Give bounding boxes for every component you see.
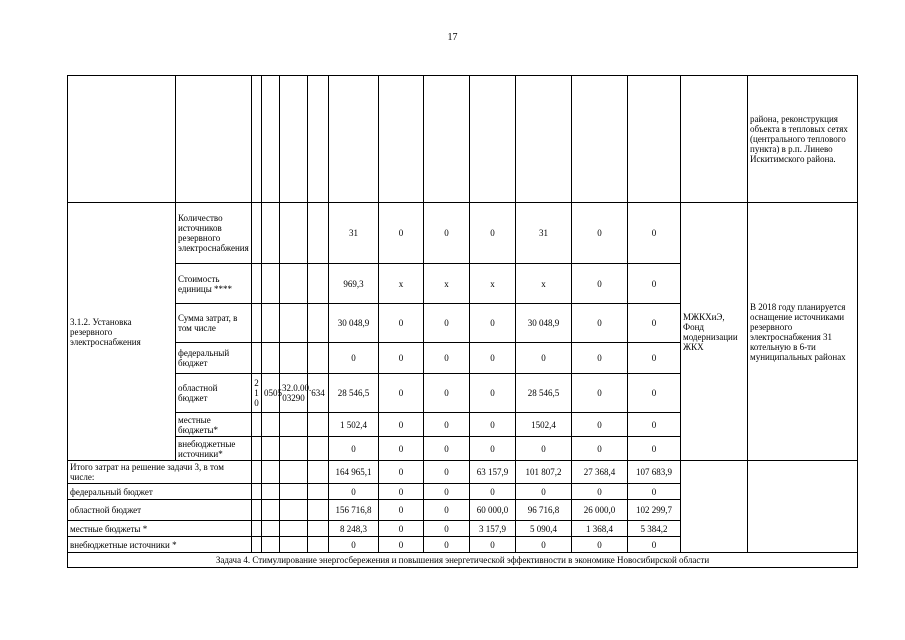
value-cell: 1 368,4 bbox=[572, 521, 628, 537]
table-row bbox=[68, 461, 858, 484]
value-cell: 0 bbox=[424, 203, 470, 264]
value-cell: 0 bbox=[628, 484, 681, 500]
value-cell: 0 bbox=[470, 537, 516, 553]
indicator-label: Количество источников резервного электроснабжения bbox=[176, 203, 252, 264]
value-cell: 0 bbox=[572, 203, 628, 264]
table-row bbox=[68, 203, 858, 264]
empty-cell bbox=[262, 521, 280, 537]
empty-cell bbox=[262, 500, 280, 521]
kbk-rzpr: 0505 bbox=[262, 374, 280, 413]
empty-cell bbox=[262, 264, 280, 304]
empty-cell bbox=[280, 484, 308, 500]
value-cell: x bbox=[516, 264, 572, 304]
value-cell: 0 bbox=[329, 537, 379, 553]
value-cell: 31 bbox=[516, 203, 572, 264]
empty-cell bbox=[280, 343, 308, 374]
empty-cell bbox=[748, 461, 858, 553]
empty-cell bbox=[252, 203, 262, 264]
value-cell: 0 bbox=[424, 343, 470, 374]
value-cell: 96 716,8 bbox=[516, 500, 572, 521]
empty-cell bbox=[262, 343, 280, 374]
value-cell: 8 248,3 bbox=[329, 521, 379, 537]
empty-cell bbox=[262, 413, 280, 437]
empty-cell bbox=[280, 437, 308, 461]
indicator-label: Стоимость единицы **** bbox=[176, 264, 252, 304]
empty-cell bbox=[262, 203, 280, 264]
value-cell: 0 bbox=[424, 484, 470, 500]
empty-cell bbox=[308, 413, 329, 437]
value-cell: 0 bbox=[470, 484, 516, 500]
value-cell: 969,3 bbox=[329, 264, 379, 304]
executor-cell: МЖКХиЭ, Фонд модернизации ЖКХ bbox=[681, 203, 748, 461]
empty-cell bbox=[262, 304, 280, 343]
value-cell: 0 bbox=[379, 461, 424, 484]
value-cell: 0 bbox=[379, 437, 424, 461]
value-cell: 0 bbox=[470, 203, 516, 264]
indicator-label: местные бюджеты* bbox=[176, 413, 252, 437]
value-cell: 101 807,2 bbox=[516, 461, 572, 484]
value-cell: 0 bbox=[572, 537, 628, 553]
empty-cell bbox=[280, 461, 308, 484]
value-cell: 0 bbox=[572, 484, 628, 500]
empty-cell bbox=[252, 437, 262, 461]
value-cell: 0 bbox=[628, 413, 681, 437]
empty-cell bbox=[252, 264, 262, 304]
value-cell: 0 bbox=[516, 437, 572, 461]
table-row bbox=[68, 76, 858, 203]
table-body bbox=[68, 76, 858, 568]
value-cell: 27 368,4 bbox=[572, 461, 628, 484]
value-cell: 0 bbox=[379, 374, 424, 413]
value-cell: 0 bbox=[329, 437, 379, 461]
empty-cell bbox=[280, 264, 308, 304]
kbk-grbs: 2 1 0 bbox=[252, 374, 262, 413]
empty-cell bbox=[280, 521, 308, 537]
empty-cell bbox=[308, 304, 329, 343]
value-cell: 63 157,9 bbox=[470, 461, 516, 484]
value-cell: 28 546,5 bbox=[516, 374, 572, 413]
empty-cell bbox=[262, 437, 280, 461]
empty-cell bbox=[252, 413, 262, 437]
empty-cell bbox=[308, 437, 329, 461]
value-cell: 0 bbox=[572, 437, 628, 461]
value-cell: 0 bbox=[379, 413, 424, 437]
empty-cell bbox=[252, 304, 262, 343]
value-cell: 0 bbox=[424, 437, 470, 461]
value-cell: 0 bbox=[516, 537, 572, 553]
value-cell: 0 bbox=[379, 304, 424, 343]
value-cell: 0 bbox=[470, 374, 516, 413]
page-number: 17 bbox=[447, 32, 458, 43]
value-cell: 0 bbox=[424, 537, 470, 553]
value-cell: x bbox=[424, 264, 470, 304]
indicator-label: федеральный бюджет bbox=[176, 343, 252, 374]
continuation-note: района, реконструкция объекта в тепловых сетях (центрального теплового пункта) в р.п. Линево Искитимского района. bbox=[748, 76, 858, 203]
empty-cell bbox=[308, 461, 329, 484]
empty-cell bbox=[308, 484, 329, 500]
empty-cell bbox=[280, 500, 308, 521]
value-cell: 0 bbox=[516, 343, 572, 374]
empty-cell bbox=[280, 413, 308, 437]
value-cell: 0 bbox=[424, 521, 470, 537]
empty-cell bbox=[252, 484, 262, 500]
value-cell: 0 bbox=[424, 461, 470, 484]
value-cell: 0 bbox=[329, 343, 379, 374]
value-cell: 1502,4 bbox=[516, 413, 572, 437]
value-cell: 0 bbox=[628, 537, 681, 553]
empty-cell bbox=[308, 343, 329, 374]
value-cell: 5 090,4 bbox=[516, 521, 572, 537]
value-cell: 107 683,9 bbox=[628, 461, 681, 484]
empty-cell bbox=[681, 461, 748, 553]
totals-label: областной бюджет bbox=[68, 500, 252, 521]
indicator-label: внебюджетные источники* bbox=[176, 437, 252, 461]
measure-name: 3.1.2. Установка резервного электроснабжения bbox=[68, 203, 176, 461]
value-cell: x bbox=[470, 264, 516, 304]
value-cell: 0 bbox=[379, 537, 424, 553]
value-cell: 0 bbox=[470, 437, 516, 461]
value-cell: 31 bbox=[329, 203, 379, 264]
value-cell: 0 bbox=[424, 374, 470, 413]
value-cell: 0 bbox=[470, 413, 516, 437]
empty-cell bbox=[252, 537, 262, 553]
totals-label: местные бюджеты * bbox=[68, 521, 252, 537]
value-cell: 156 716,8 bbox=[329, 500, 379, 521]
value-cell: 164 965,1 bbox=[329, 461, 379, 484]
kbk-vr: 634 bbox=[308, 374, 329, 413]
value-cell: 30 048,9 bbox=[516, 304, 572, 343]
value-cell: 0 bbox=[572, 343, 628, 374]
kbk-csr: 32.0.00. 03290 bbox=[280, 374, 308, 413]
task-heading: Задача 4. Стимулирование энергосбережения и повышения энергетической эффективности в экономике Новосибирской области bbox=[68, 553, 858, 568]
table-row bbox=[68, 553, 858, 568]
value-cell: 0 bbox=[572, 304, 628, 343]
value-cell: 0 bbox=[470, 304, 516, 343]
empty-cell bbox=[280, 203, 308, 264]
value-cell: 0 bbox=[628, 437, 681, 461]
value-cell: 0 bbox=[329, 484, 379, 500]
empty-cell bbox=[308, 537, 329, 553]
totals-label: федеральный бюджет bbox=[68, 484, 252, 500]
empty-cell bbox=[252, 521, 262, 537]
value-cell: 0 bbox=[628, 374, 681, 413]
program-measures-table bbox=[67, 75, 858, 568]
value-cell: 0 bbox=[516, 484, 572, 500]
totals-label: внебюджетные источники * bbox=[68, 537, 252, 553]
value-cell: 0 bbox=[424, 304, 470, 343]
value-cell: 0 bbox=[424, 413, 470, 437]
empty-cell bbox=[252, 461, 262, 484]
value-cell: 0 bbox=[628, 304, 681, 343]
value-cell: 30 048,9 bbox=[329, 304, 379, 343]
empty-cell bbox=[252, 500, 262, 521]
value-cell: x bbox=[379, 264, 424, 304]
empty-cell bbox=[252, 343, 262, 374]
value-cell: 60 000,0 bbox=[470, 500, 516, 521]
value-cell: 5 384,2 bbox=[628, 521, 681, 537]
empty-cell bbox=[308, 264, 329, 304]
indicator-label: областной бюджет bbox=[176, 374, 252, 413]
value-cell: 26 000,0 bbox=[572, 500, 628, 521]
value-cell: 3 157,9 bbox=[470, 521, 516, 537]
value-cell: 28 546,5 bbox=[329, 374, 379, 413]
value-cell: 0 bbox=[572, 264, 628, 304]
empty-cell bbox=[280, 304, 308, 343]
value-cell: 1 502,4 bbox=[329, 413, 379, 437]
empty-cell bbox=[308, 521, 329, 537]
value-cell: 0 bbox=[424, 500, 470, 521]
value-cell: 0 bbox=[628, 203, 681, 264]
empty-cell bbox=[308, 203, 329, 264]
value-cell: 0 bbox=[379, 484, 424, 500]
empty-cell bbox=[262, 484, 280, 500]
value-cell: 0 bbox=[628, 343, 681, 374]
empty-cell bbox=[262, 461, 280, 484]
value-cell: 0 bbox=[379, 343, 424, 374]
value-cell: 0 bbox=[572, 413, 628, 437]
result-cell: В 2018 году планируется оснащение источниками резервного электроснабжения 31 котельную в 6-ти муниципальных районах bbox=[748, 203, 858, 461]
value-cell: 0 bbox=[379, 500, 424, 521]
empty-cell bbox=[280, 537, 308, 553]
empty-cell bbox=[308, 500, 329, 521]
value-cell: 0 bbox=[379, 203, 424, 264]
value-cell: 0 bbox=[379, 521, 424, 537]
value-cell: 0 bbox=[628, 264, 681, 304]
value-cell: 0 bbox=[470, 343, 516, 374]
empty-cell bbox=[262, 537, 280, 553]
totals-label: Итого затрат на решение задачи 3, в том числе: bbox=[68, 461, 252, 484]
value-cell: 102 299,7 bbox=[628, 500, 681, 521]
value-cell: 0 bbox=[572, 374, 628, 413]
indicator-label: Сумма затрат, в том числе bbox=[176, 304, 252, 343]
